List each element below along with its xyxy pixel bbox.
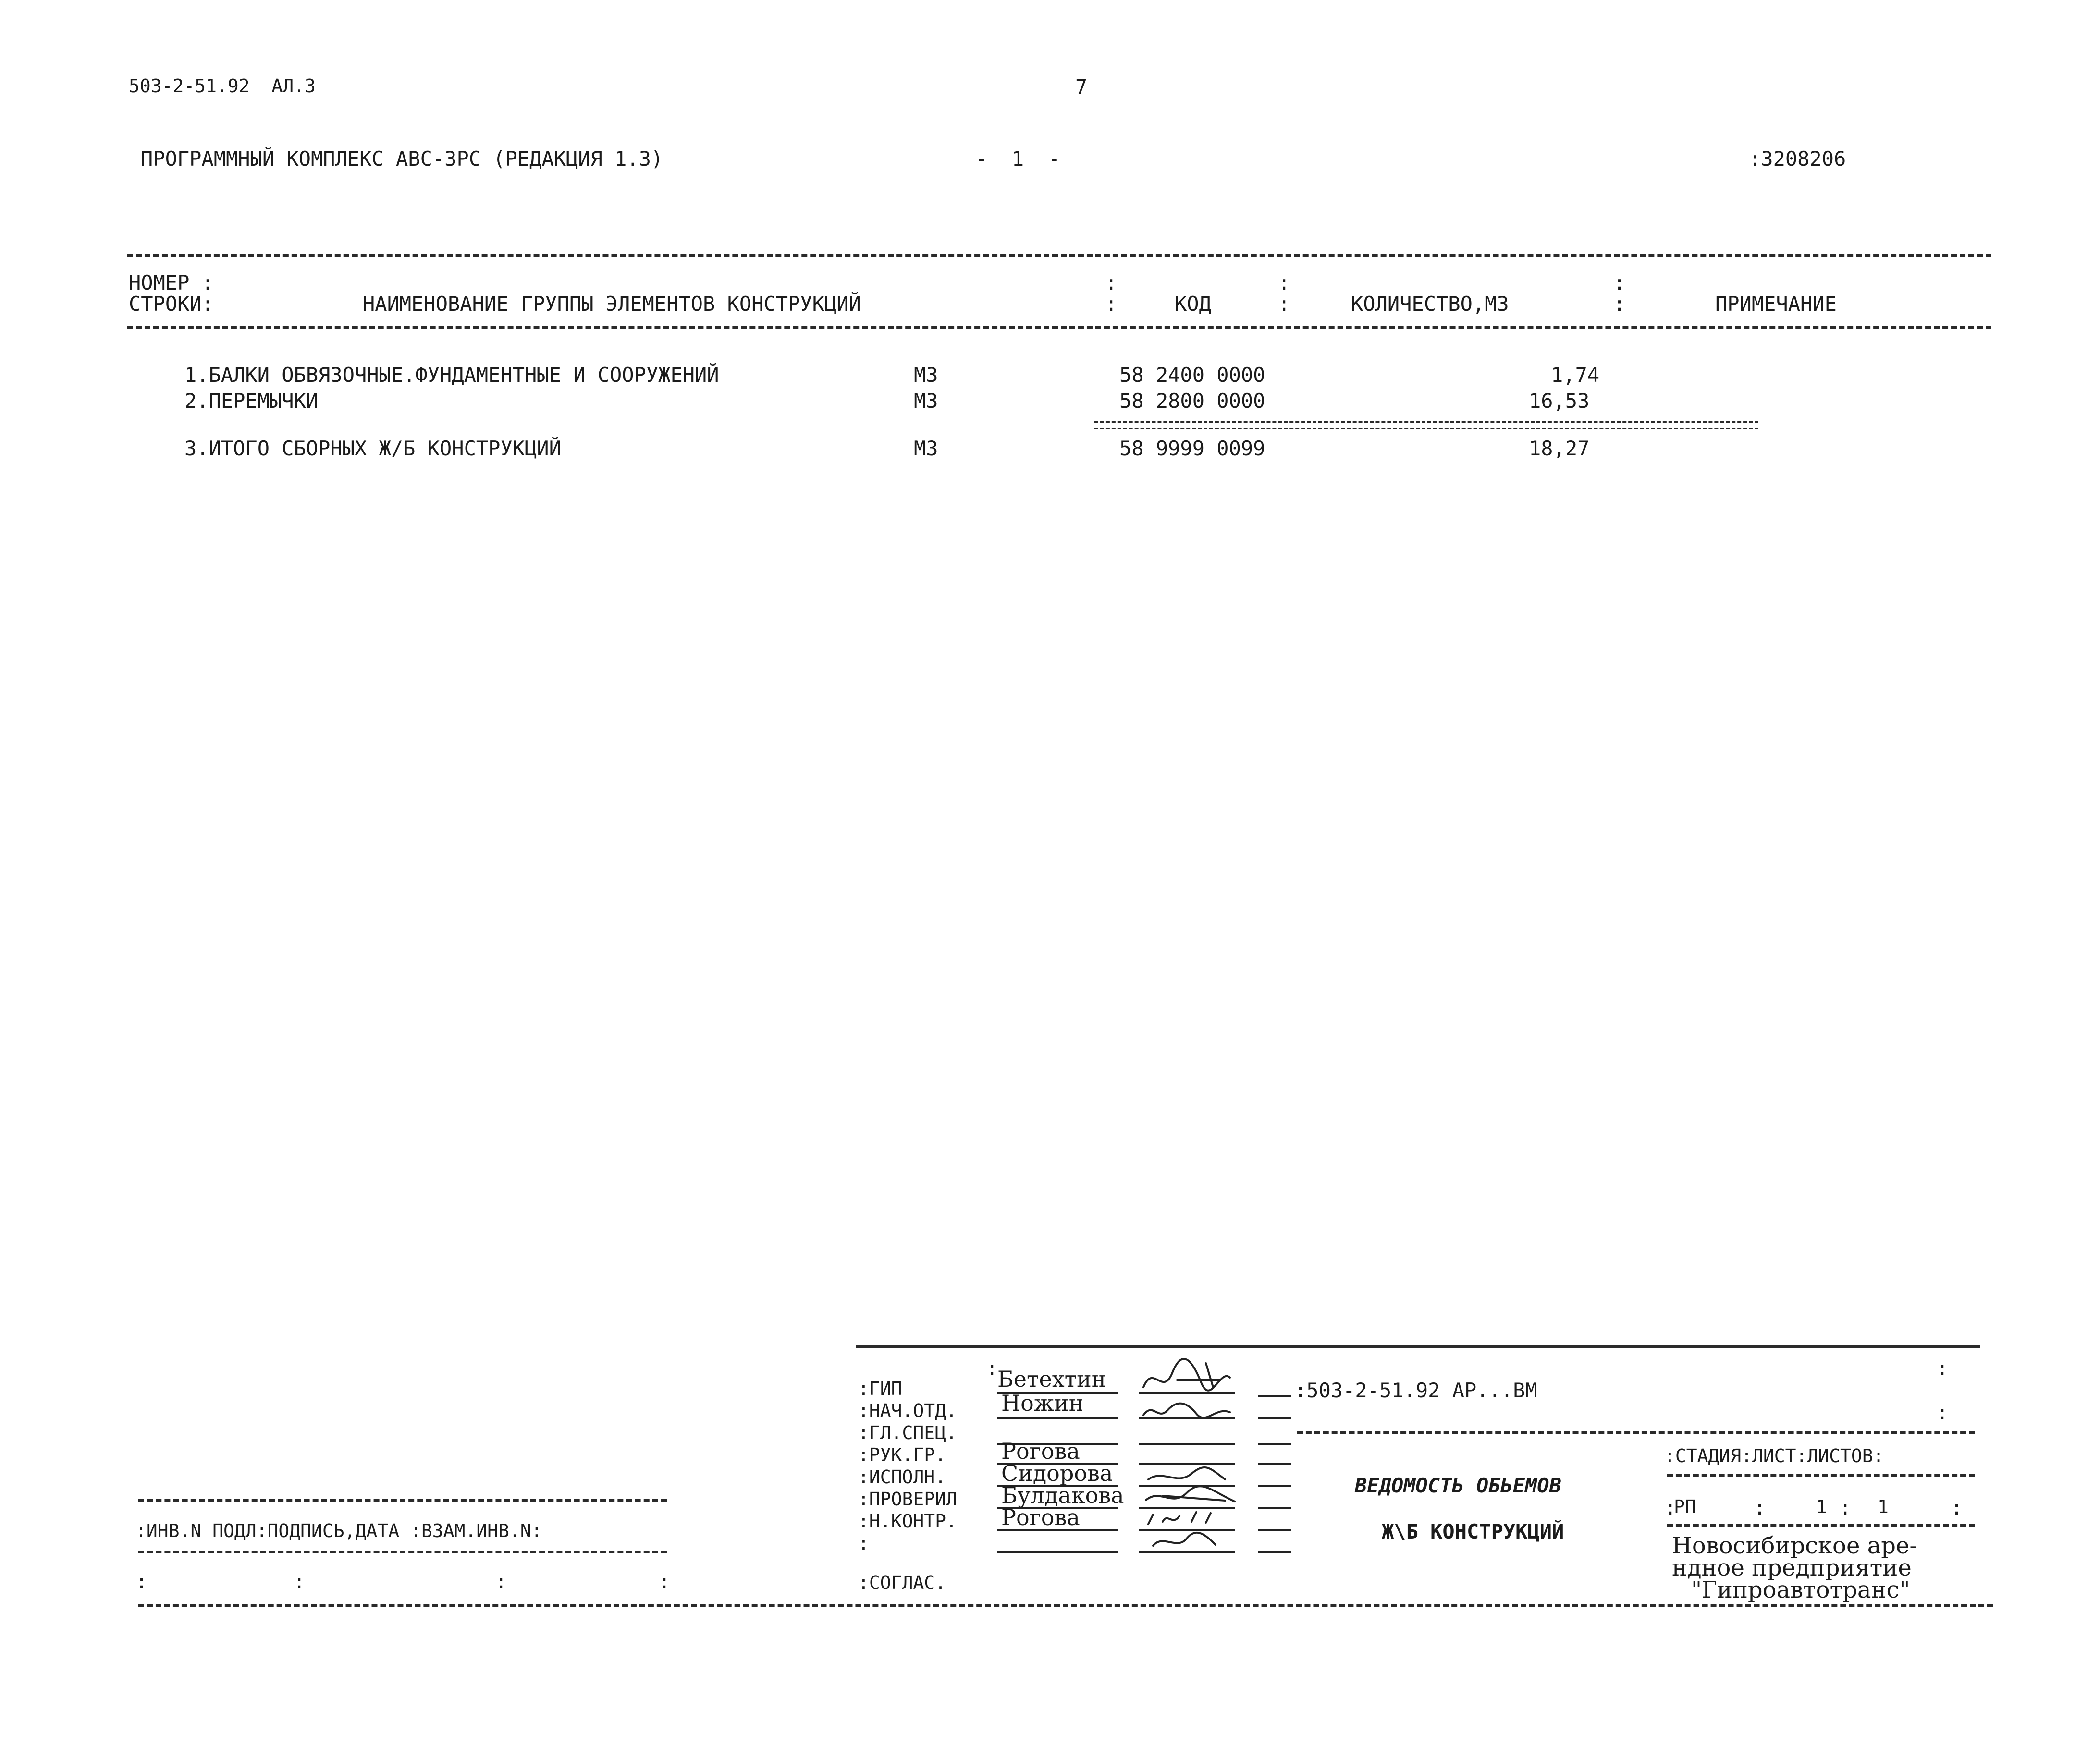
table-row-name: 1.БАЛКИ ОБВЯЗОЧНЫЕ.ФУНДАМЕНТНЫЕ И СООРУЖЕНИЙ <box>184 363 719 387</box>
role-chief-specialist: :ГЛ.СПЕЦ. <box>858 1422 957 1443</box>
header-quantity: КОЛИЧЕСТВО,М3 <box>1351 292 1509 316</box>
table-row-unit: М3 <box>914 437 938 460</box>
header-name: НАИМЕНОВАНИЕ ГРУППЫ ЭЛЕМЕНТОВ КОНСТРУКЦИЙ <box>363 292 861 316</box>
header-separator: : <box>1105 271 1118 294</box>
header-row-number-2: СТРОКИ: <box>129 292 214 316</box>
organization-line1: Новосибирское аре- <box>1672 1532 1917 1559</box>
sheet-title-line1: ВЕДОМОСТЬ ОБЬЕМОВ <box>1355 1474 1561 1497</box>
stamp-left-separator: : <box>135 1570 148 1593</box>
table-row-quantity: 18,27 <box>1529 437 1590 460</box>
stage-bottom-rule <box>1667 1524 1975 1527</box>
stamp-left-separator: : <box>293 1570 306 1593</box>
date-underline <box>1258 1417 1291 1419</box>
table-header-rule <box>127 326 1991 329</box>
stage-separator: : <box>1839 1496 1852 1519</box>
name-group-lead: Рогова <box>1001 1438 1080 1464</box>
designation-rule <box>1297 1431 1975 1434</box>
role-group-lead: :РУК.ГР. <box>858 1444 946 1466</box>
role-gip: :ГИП <box>858 1378 902 1399</box>
sheet-value: 1 <box>1816 1496 1827 1517</box>
organization-line3: "Гипроавтотранс" <box>1691 1576 1910 1603</box>
name-norm-control: Рогова <box>1001 1504 1080 1530</box>
header-separator: : <box>1613 292 1626 316</box>
stage-header: :СТАДИЯ:ЛИСТ:ЛИСТОВ: <box>1664 1445 1884 1466</box>
sheets-value: 1 <box>1878 1496 1889 1517</box>
header-separator: : <box>1613 271 1626 294</box>
handwritten-signatures <box>1134 1354 1259 1560</box>
page-number: 7 <box>1075 75 1088 98</box>
table-row-code: 58 9999 0099 <box>1119 437 1265 460</box>
date-underline <box>1258 1485 1291 1487</box>
header-note: ПРИМЕЧАНИЕ <box>1715 292 1837 316</box>
stamp-left-separator: : <box>495 1570 507 1593</box>
role-head-department: :НАЧ.ОТД. <box>858 1400 957 1421</box>
name-underline <box>997 1417 1118 1419</box>
table-row-code: 58 2800 0000 <box>1119 389 1265 413</box>
date-underline <box>1258 1443 1291 1445</box>
stage-value: РП <box>1674 1496 1696 1517</box>
stage-separator: : <box>1754 1496 1766 1519</box>
stage-rule <box>1667 1474 1975 1477</box>
table-row-unit: М3 <box>914 363 938 387</box>
name-underline <box>997 1392 1118 1394</box>
designation-separator: : <box>1936 1401 1949 1424</box>
name-executor: Сидорова <box>1001 1460 1113 1486</box>
role-blank: : <box>858 1533 869 1554</box>
bottom-rule <box>138 1604 1993 1607</box>
stamp-left-top-rule <box>138 1499 667 1502</box>
role-executor: :ИСПОЛН. <box>858 1466 946 1488</box>
sheet-title-line2: Ж\Б КОНСТРУКЦИЙ <box>1382 1520 1564 1543</box>
role-norm-control: :Н.КОНТР. <box>858 1511 957 1532</box>
title-block-top-rule <box>856 1345 1980 1348</box>
program-title: ПРОГРАММНЫЙ КОМПЛЕКС АВС-3РС (РЕДАКЦИЯ 1.3) <box>141 147 663 171</box>
role-agreed: :СОГЛАС. <box>858 1572 946 1593</box>
organization-line2: ндное предприятие <box>1672 1554 1912 1581</box>
document-code: 503-2-51.92 АЛ.3 <box>129 75 316 97</box>
header-separator: : <box>1278 271 1290 294</box>
table-row-name: 3.ИТОГО СБОРНЫХ Ж/Б КОНСТРУКЦИЙ <box>184 437 561 460</box>
header-separator: : <box>1105 292 1118 316</box>
name-head-department: Ножин <box>1001 1390 1084 1416</box>
stamp-left-mid-rule <box>138 1551 667 1553</box>
table-row-name: 2.ПЕРЕМЫЧКИ <box>184 389 319 413</box>
name-underline <box>997 1529 1118 1531</box>
designation-separator: : <box>1936 1356 1949 1380</box>
name-underline <box>997 1551 1118 1553</box>
sheet-marker: - 1 - <box>975 147 1061 171</box>
document-designation: :503-2-51.92 АР...ВМ <box>1294 1379 1537 1402</box>
role-checked: :ПРОВЕРИЛ <box>858 1489 957 1510</box>
date-underline <box>1258 1395 1291 1397</box>
total-rule <box>1094 421 1758 429</box>
name-checked: Булдакова <box>1001 1482 1124 1508</box>
table-row-unit: М3 <box>914 389 938 413</box>
stamp-left-separator: : <box>658 1570 671 1593</box>
table-row-quantity: 1,74 <box>1551 363 1600 387</box>
date-underline <box>1258 1529 1291 1531</box>
date-underline <box>1258 1507 1291 1509</box>
header-separator: : <box>1278 292 1290 316</box>
job-number: :3208206 <box>1749 147 1846 171</box>
stage-separator: : <box>1951 1496 1963 1519</box>
table-top-rule <box>127 254 1991 257</box>
name-gip: Бетехтин <box>997 1366 1106 1392</box>
stage-separator: : <box>1664 1496 1677 1519</box>
table-row-quantity: 16,53 <box>1529 389 1590 413</box>
header-row-number-1: НОМЕР : <box>129 271 214 294</box>
table-row-code: 58 2400 0000 <box>1119 363 1265 387</box>
stamp-left-header: :ИНВ.N ПОДЛ:ПОДПИСЬ,ДАТА :ВЗАМ.ИНВ.N: <box>135 1520 542 1541</box>
date-underline <box>1258 1551 1291 1553</box>
header-code: КОД <box>1175 292 1211 316</box>
name-separator: : <box>986 1356 998 1380</box>
date-underline <box>1258 1463 1291 1465</box>
